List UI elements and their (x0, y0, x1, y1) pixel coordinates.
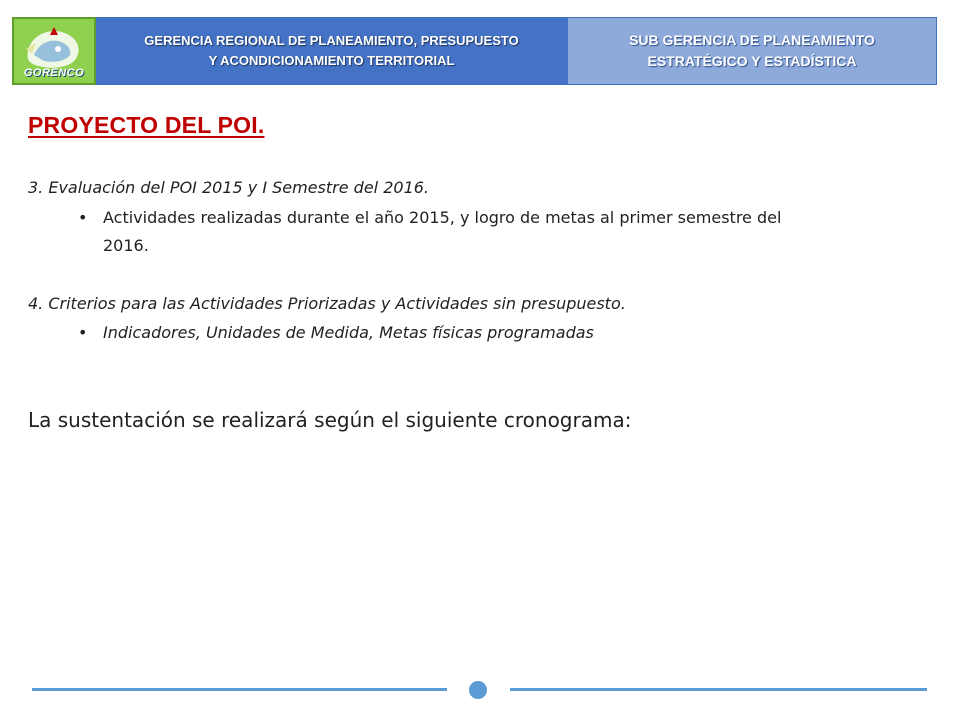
section-3-bullet-line-2: 2016. (103, 236, 149, 255)
closing-statement: La sustentación se realizará según el siguiente cronograma: (28, 408, 632, 432)
footer-dot-icon (469, 681, 487, 699)
footer-rule-left (32, 688, 447, 691)
section-heading-4: 4. Criterios para las Actividades Priorizadas y Actividades sin presupuesto. (28, 294, 626, 313)
gorenco-logo (12, 17, 96, 85)
section-4-bullet-line-1: Indicadores, Unidades de Medida, Metas físicas programadas (103, 323, 594, 342)
regional-office-line-2: Y ACONDICIONAMIENTO TERRITORIAL (208, 53, 455, 68)
sub-office-line-2: ESTRATÉGICO Y ESTADÍSTICA (647, 53, 857, 69)
logo-text: GORENCO (23, 67, 85, 79)
section-heading-3: 3. Evaluación del POI 2015 y I Semestre del 2016. (28, 178, 430, 197)
bullet-marker: • (78, 323, 88, 342)
bullet-marker: • (78, 208, 88, 227)
footer-rule-right (510, 688, 927, 691)
regional-office-label (96, 17, 567, 85)
section-3-bullet-line-1: Actividades realizadas durante el año 2015, y logro de metas al primer semestre del (103, 208, 782, 227)
sub-office-label (567, 17, 937, 85)
regional-office-line-1: GERENCIA REGIONAL DE PLANEAMIENTO, PRESUPUESTO (144, 33, 519, 48)
page-title: PROYECTO DEL POI. (28, 112, 265, 138)
header-banner (12, 17, 937, 85)
sub-office-line-1: SUB GERENCIA DE PLANEAMIENTO (629, 32, 875, 48)
